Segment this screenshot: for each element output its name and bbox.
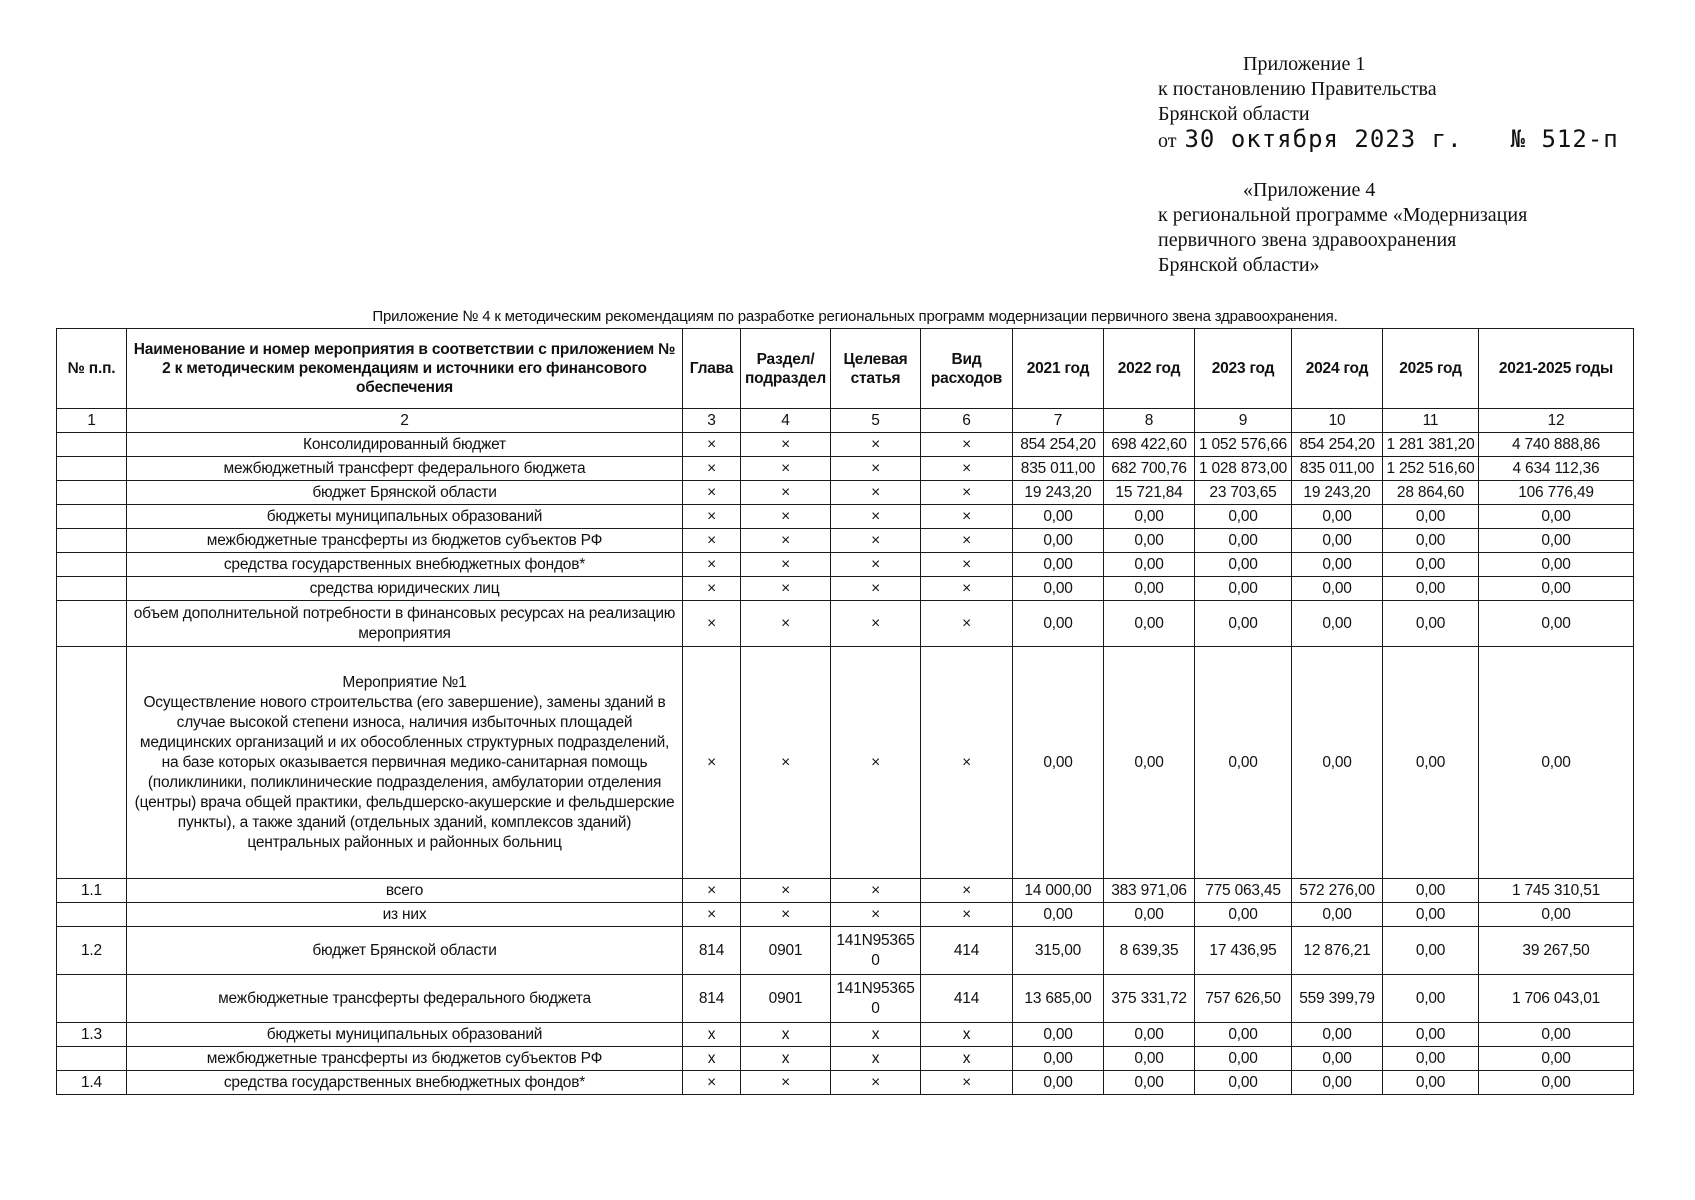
row-number-cell bbox=[57, 433, 127, 457]
table-cell: 1 706 043,01 bbox=[1479, 975, 1634, 1023]
table-row bbox=[57, 481, 1634, 505]
table-cell: 383 971,06 bbox=[1104, 879, 1195, 903]
table-cell: × bbox=[683, 553, 741, 577]
header-cell: Глава bbox=[683, 329, 741, 409]
table-cell: 0,00 bbox=[1479, 1071, 1634, 1095]
table-cell: 0,00 bbox=[1292, 1071, 1383, 1095]
table-cell: 835 011,00 bbox=[1013, 457, 1104, 481]
column-number-row bbox=[57, 409, 1634, 433]
table-cell: × bbox=[741, 529, 831, 553]
table-cell: × bbox=[683, 601, 741, 647]
table-cell: 1 281 381,20 bbox=[1383, 433, 1479, 457]
table-cell: 1 745 310,51 bbox=[1479, 879, 1634, 903]
column-number-cell: 5 bbox=[831, 409, 921, 433]
row-number-cell bbox=[57, 577, 127, 601]
table-cell: x bbox=[921, 1047, 1013, 1071]
table-row bbox=[57, 975, 1634, 1023]
row-label-cell: бюджеты муниципальных образований bbox=[127, 505, 683, 529]
row-number-cell bbox=[57, 529, 127, 553]
table-cell: 15 721,84 bbox=[1104, 481, 1195, 505]
table-cell: 0,00 bbox=[1195, 1047, 1292, 1071]
table-cell: 17 436,95 bbox=[1195, 927, 1292, 975]
table-cell: × bbox=[831, 647, 921, 879]
table-cell: × bbox=[921, 505, 1013, 529]
table-cell: × bbox=[921, 577, 1013, 601]
row-label-cell: межбюджетные трансферты федерального бюджета bbox=[127, 975, 683, 1023]
table-cell: 0,00 bbox=[1292, 1023, 1383, 1047]
row-label-cell: средства государственных внебюджетных фондов* bbox=[127, 553, 683, 577]
table-cell: 0,00 bbox=[1104, 601, 1195, 647]
table-cell: 835 011,00 bbox=[1292, 457, 1383, 481]
table-cell: 0,00 bbox=[1479, 505, 1634, 529]
header-row bbox=[57, 329, 1634, 409]
header-cell: Раздел/ подраздел bbox=[741, 329, 831, 409]
table-cell: × bbox=[683, 433, 741, 457]
table-cell: × bbox=[683, 505, 741, 529]
table-cell: 854 254,20 bbox=[1292, 433, 1383, 457]
row-number-cell bbox=[57, 975, 127, 1023]
table-cell: 0,00 bbox=[1479, 529, 1634, 553]
column-number-cell: 6 bbox=[921, 409, 1013, 433]
row-number-cell bbox=[57, 903, 127, 927]
table-cell: 1 252 516,60 bbox=[1383, 457, 1479, 481]
table-cell: × bbox=[741, 433, 831, 457]
table-cell: × bbox=[741, 879, 831, 903]
row-label-cell: бюджеты муниципальных образований bbox=[127, 1023, 683, 1047]
table-cell: × bbox=[921, 433, 1013, 457]
table-cell: 0,00 bbox=[1383, 647, 1479, 879]
header-cell: 2022 год bbox=[1104, 329, 1195, 409]
column-number-cell: 3 bbox=[683, 409, 741, 433]
table-cell: 0,00 bbox=[1479, 601, 1634, 647]
table-cell: 19 243,20 bbox=[1292, 481, 1383, 505]
table-row bbox=[57, 647, 1634, 879]
table-cell: 757 626,50 bbox=[1195, 975, 1292, 1023]
table-cell: 12 876,21 bbox=[1292, 927, 1383, 975]
table-cell: 0,00 bbox=[1013, 647, 1104, 879]
row-number-cell bbox=[57, 553, 127, 577]
table-cell: 0,00 bbox=[1104, 1071, 1195, 1095]
row-label-cell: из них bbox=[127, 903, 683, 927]
table-cell: 0,00 bbox=[1013, 1071, 1104, 1095]
table-cell: × bbox=[831, 879, 921, 903]
table-row bbox=[57, 903, 1634, 927]
table-cell: × bbox=[683, 529, 741, 553]
row-number-cell: 1.1 bbox=[57, 879, 127, 903]
table-cell: 0,00 bbox=[1195, 647, 1292, 879]
table-cell: 39 267,50 bbox=[1479, 927, 1634, 975]
table-cell: 0,00 bbox=[1479, 1047, 1634, 1071]
table-cell: × bbox=[831, 457, 921, 481]
row-label-cell: межбюджетные трансферты из бюджетов субъектов РФ bbox=[127, 529, 683, 553]
table-cell: × bbox=[831, 577, 921, 601]
table-cell: 0,00 bbox=[1383, 903, 1479, 927]
program-appendix-line-4: Брянской области» bbox=[1158, 254, 1320, 276]
table-cell: × bbox=[921, 1071, 1013, 1095]
row-label-cell: бюджет Брянской области bbox=[127, 927, 683, 975]
table-cell: 0,00 bbox=[1013, 505, 1104, 529]
table-row bbox=[57, 879, 1634, 903]
table-cell: × bbox=[921, 647, 1013, 879]
column-number-cell: 4 bbox=[741, 409, 831, 433]
table-cell: 0,00 bbox=[1195, 577, 1292, 601]
table-cell: 375 331,72 bbox=[1104, 975, 1195, 1023]
row-number-cell: 1.2 bbox=[57, 927, 127, 975]
table-cell: 0,00 bbox=[1195, 903, 1292, 927]
table-cell: 0,00 bbox=[1292, 553, 1383, 577]
column-number-cell: 10 bbox=[1292, 409, 1383, 433]
table-cell: 559 399,79 bbox=[1292, 975, 1383, 1023]
table-cell: 698 422,60 bbox=[1104, 433, 1195, 457]
table-cell: 814 bbox=[683, 975, 741, 1023]
table-row bbox=[57, 927, 1634, 975]
appendix-line-3: Брянской области bbox=[1158, 103, 1310, 125]
table-cell: × bbox=[831, 529, 921, 553]
table-cell: 0,00 bbox=[1479, 903, 1634, 927]
row-number-cell bbox=[57, 457, 127, 481]
table-cell: 0,00 bbox=[1013, 577, 1104, 601]
table-cell: 414 bbox=[921, 975, 1013, 1023]
column-number-cell: 11 bbox=[1383, 409, 1479, 433]
table-cell: 0,00 bbox=[1292, 505, 1383, 529]
table-cell: × bbox=[921, 601, 1013, 647]
table-cell: 0,00 bbox=[1383, 601, 1479, 647]
table-cell: 0,00 bbox=[1013, 1047, 1104, 1071]
table-row bbox=[57, 577, 1634, 601]
header-cell: Вид расходов bbox=[921, 329, 1013, 409]
table-cell: × bbox=[831, 553, 921, 577]
row-number-cell bbox=[57, 601, 127, 647]
order-date: 30 октября 2023 г. bbox=[1184, 125, 1463, 153]
column-number-cell: 9 bbox=[1195, 409, 1292, 433]
row-number-cell: 1.3 bbox=[57, 1023, 127, 1047]
order-prefix: от bbox=[1158, 130, 1177, 152]
table-cell: × bbox=[741, 1071, 831, 1095]
table-caption: Приложение № 4 к методическим рекомендациям по разработке региональных программ модернизации первичного звена здравоохранения. bbox=[372, 308, 1338, 325]
table-cell: × bbox=[683, 481, 741, 505]
table-cell: 0,00 bbox=[1104, 529, 1195, 553]
table-cell: × bbox=[921, 903, 1013, 927]
table-cell: 23 703,65 bbox=[1195, 481, 1292, 505]
row-label-cell: средства государственных внебюджетных фондов* bbox=[127, 1071, 683, 1095]
column-number-cell: 2 bbox=[127, 409, 683, 433]
program-appendix-line-1: «Приложение 4 bbox=[1243, 179, 1376, 201]
table-cell: × bbox=[683, 903, 741, 927]
table-cell: 854 254,20 bbox=[1013, 433, 1104, 457]
row-label-cell: Мероприятие №1 Осуществление нового строительства (его завершение), замены зданий в случае высокой степени износа, наличия избыточных площадей медицинских организаций и их обособленных структурных подразделений, на базе которых оказывается первичная медико-санитарная помощь (поликлиники, поликлинические подразделения, амбулатории отделения (центры) врача общей практики, фельдшерско-акушерские и фельдшерские пункты), а также зданий (отдельных зданий, комплексов зданий) центральных районных и районных больниц bbox=[127, 647, 683, 879]
table-cell: 0,00 bbox=[1479, 577, 1634, 601]
table-cell: 1 052 576,66 bbox=[1195, 433, 1292, 457]
column-number-cell: 8 bbox=[1104, 409, 1195, 433]
table-cell: 0,00 bbox=[1292, 1047, 1383, 1071]
table-cell: × bbox=[831, 433, 921, 457]
table-row bbox=[57, 457, 1634, 481]
table-cell: 0,00 bbox=[1104, 1023, 1195, 1047]
table-cell: 0,00 bbox=[1195, 505, 1292, 529]
row-label-cell: средства юридических лиц bbox=[127, 577, 683, 601]
table-cell: x bbox=[741, 1047, 831, 1071]
table-cell: 0,00 bbox=[1479, 647, 1634, 879]
table-cell: 28 864,60 bbox=[1383, 481, 1479, 505]
table-cell: 0,00 bbox=[1104, 1047, 1195, 1071]
table-cell: 0,00 bbox=[1479, 553, 1634, 577]
table-cell: × bbox=[921, 529, 1013, 553]
table-row bbox=[57, 529, 1634, 553]
row-number-cell bbox=[57, 505, 127, 529]
appendix-line-2: к постановлению Правительства bbox=[1158, 78, 1437, 100]
table-cell: × bbox=[683, 647, 741, 879]
table-cell: x bbox=[831, 1047, 921, 1071]
table-cell: × bbox=[921, 457, 1013, 481]
table-body bbox=[57, 409, 1634, 1095]
table-cell: 0,00 bbox=[1195, 529, 1292, 553]
table-cell: × bbox=[741, 601, 831, 647]
table-cell: 0,00 bbox=[1383, 927, 1479, 975]
header-cell: 2025 год bbox=[1383, 329, 1479, 409]
financing-table bbox=[56, 328, 1634, 1095]
table-cell: 0,00 bbox=[1013, 1023, 1104, 1047]
row-label-cell: бюджет Брянской области bbox=[127, 481, 683, 505]
row-label-cell: межбюджетный трансферт федерального бюджета bbox=[127, 457, 683, 481]
header-cell: 2024 год bbox=[1292, 329, 1383, 409]
table-cell: 0,00 bbox=[1383, 553, 1479, 577]
header-cell: Наименование и номер мероприятия в соответствии с приложением № 2 к методическим рекомендациям и источники его финансового обеспечения bbox=[127, 329, 683, 409]
table-cell: 4 740 888,86 bbox=[1479, 433, 1634, 457]
table-cell: × bbox=[741, 481, 831, 505]
table-cell: 0,00 bbox=[1383, 577, 1479, 601]
table-cell: × bbox=[921, 553, 1013, 577]
table-cell: 0,00 bbox=[1383, 1071, 1479, 1095]
table-cell: × bbox=[741, 553, 831, 577]
table-cell: 0,00 bbox=[1383, 1047, 1479, 1071]
table-cell: 0,00 bbox=[1383, 879, 1479, 903]
table-cell: 0,00 bbox=[1195, 553, 1292, 577]
row-label-cell: объем дополнительной потребности в финансовых ресурсах на реализацию мероприятия bbox=[127, 601, 683, 647]
table-row bbox=[57, 601, 1634, 647]
column-number-cell: 12 bbox=[1479, 409, 1634, 433]
header-cell: Целевая статья bbox=[831, 329, 921, 409]
program-appendix-line-3: первичного звена здравоохранения bbox=[1158, 229, 1457, 251]
table-cell: × bbox=[741, 647, 831, 879]
table-cell: × bbox=[831, 601, 921, 647]
header-cell: 2023 год bbox=[1195, 329, 1292, 409]
table-cell: 315,00 bbox=[1013, 927, 1104, 975]
table-cell: 682 700,76 bbox=[1104, 457, 1195, 481]
table-row bbox=[57, 1047, 1634, 1071]
table-cell: 0901 bbox=[741, 927, 831, 975]
table-cell: × bbox=[921, 879, 1013, 903]
header-cell: 2021 год bbox=[1013, 329, 1104, 409]
table-cell: 141N95365 0 bbox=[831, 975, 921, 1023]
table-cell: 1 028 873,00 bbox=[1195, 457, 1292, 481]
table-cell: × bbox=[741, 903, 831, 927]
table-cell: 8 639,35 bbox=[1104, 927, 1195, 975]
table-cell: 0,00 bbox=[1195, 1071, 1292, 1095]
row-number-cell bbox=[57, 647, 127, 879]
table-cell: 0,00 bbox=[1383, 529, 1479, 553]
table-cell: 0,00 bbox=[1479, 1023, 1634, 1047]
table-cell: 414 bbox=[921, 927, 1013, 975]
table-cell: 0,00 bbox=[1292, 529, 1383, 553]
table-row bbox=[57, 1071, 1634, 1095]
table-row bbox=[57, 1023, 1634, 1047]
table-cell: 0,00 bbox=[1292, 903, 1383, 927]
header-cell: № п.п. bbox=[57, 329, 127, 409]
table-cell: × bbox=[683, 457, 741, 481]
table-cell: 0,00 bbox=[1104, 647, 1195, 879]
row-label-cell: межбюджетные трансферты из бюджетов субъектов РФ bbox=[127, 1047, 683, 1071]
table-cell: × bbox=[741, 505, 831, 529]
table-cell: 775 063,45 bbox=[1195, 879, 1292, 903]
table-cell: 0,00 bbox=[1292, 647, 1383, 879]
table-cell: x bbox=[831, 1023, 921, 1047]
table-cell: 0,00 bbox=[1104, 577, 1195, 601]
table-cell: 0,00 bbox=[1292, 601, 1383, 647]
table-cell: × bbox=[921, 481, 1013, 505]
order-line bbox=[1158, 127, 1678, 154]
table-cell: 814 bbox=[683, 927, 741, 975]
row-number-cell bbox=[57, 1047, 127, 1071]
table-cell: × bbox=[831, 505, 921, 529]
column-number-cell: 1 bbox=[57, 409, 127, 433]
table-cell: x bbox=[683, 1023, 741, 1047]
table-row bbox=[57, 505, 1634, 529]
table-cell: 106 776,49 bbox=[1479, 481, 1634, 505]
table-cell: 0,00 bbox=[1195, 1023, 1292, 1047]
table-cell: × bbox=[831, 481, 921, 505]
row-label-cell: Консолидированный бюджет bbox=[127, 433, 683, 457]
table-row bbox=[57, 553, 1634, 577]
table-cell: 0,00 bbox=[1383, 505, 1479, 529]
table-cell: 0,00 bbox=[1383, 975, 1479, 1023]
table-cell: x bbox=[683, 1047, 741, 1071]
table-cell: x bbox=[921, 1023, 1013, 1047]
table-cell: 0901 bbox=[741, 975, 831, 1023]
table-cell: 0,00 bbox=[1013, 601, 1104, 647]
table-cell: × bbox=[683, 879, 741, 903]
table-cell: 14 000,00 bbox=[1013, 879, 1104, 903]
program-appendix-line-2: к региональной программе «Модернизация bbox=[1158, 204, 1528, 226]
row-number-cell: 1.4 bbox=[57, 1071, 127, 1095]
table-cell: 0,00 bbox=[1013, 553, 1104, 577]
table-cell: 4 634 112,36 bbox=[1479, 457, 1634, 481]
table-cell: 0,00 bbox=[1104, 553, 1195, 577]
appendix-header bbox=[1158, 52, 1678, 278]
order-number: № 512-п bbox=[1510, 125, 1619, 153]
table-cell: × bbox=[831, 1071, 921, 1095]
table-cell: 0,00 bbox=[1104, 903, 1195, 927]
appendix-line-1: Приложение 1 bbox=[1243, 53, 1366, 75]
column-number-cell: 7 bbox=[1013, 409, 1104, 433]
table-cell: 572 276,00 bbox=[1292, 879, 1383, 903]
table-cell: 0,00 bbox=[1104, 505, 1195, 529]
table-row bbox=[57, 433, 1634, 457]
row-label-cell: всего bbox=[127, 879, 683, 903]
table-cell: 141N95365 0 bbox=[831, 927, 921, 975]
table-cell: 0,00 bbox=[1013, 529, 1104, 553]
table-cell: 0,00 bbox=[1013, 903, 1104, 927]
table-cell: 0,00 bbox=[1292, 577, 1383, 601]
row-number-cell bbox=[57, 481, 127, 505]
table-cell: 0,00 bbox=[1383, 1023, 1479, 1047]
table-cell: 19 243,20 bbox=[1013, 481, 1104, 505]
table-cell: × bbox=[683, 577, 741, 601]
table-cell: 0,00 bbox=[1195, 601, 1292, 647]
table-cell: x bbox=[741, 1023, 831, 1047]
table-cell: × bbox=[741, 457, 831, 481]
header-cell: 2021-2025 годы bbox=[1479, 329, 1634, 409]
table-cell: × bbox=[741, 577, 831, 601]
table-cell: 13 685,00 bbox=[1013, 975, 1104, 1023]
table-cell: × bbox=[683, 1071, 741, 1095]
table-cell: × bbox=[831, 903, 921, 927]
